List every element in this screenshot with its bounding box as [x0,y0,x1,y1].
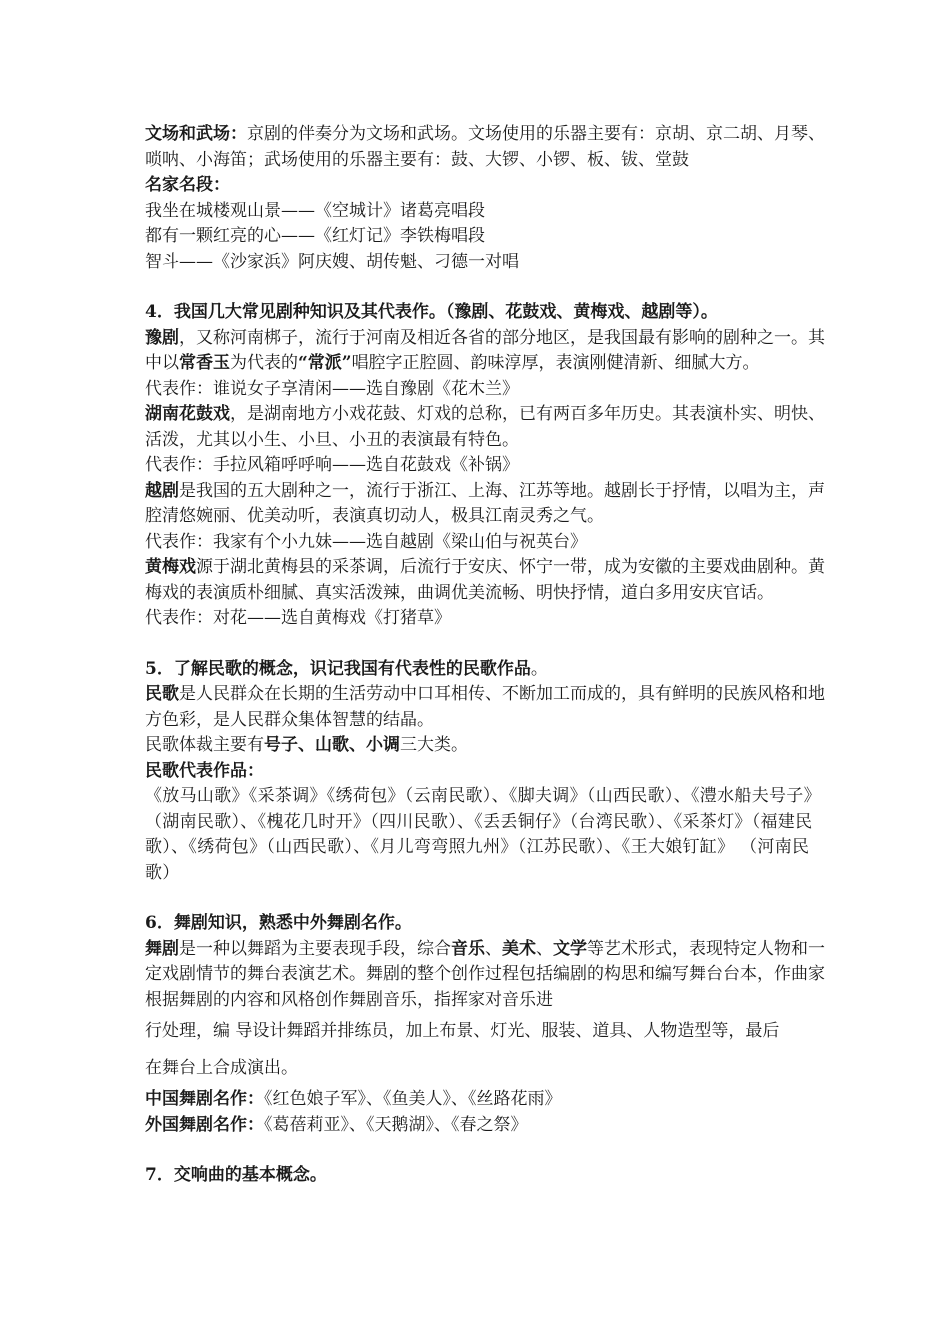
yuju-term: 豫剧 [145,327,179,348]
folksong-genres-text: 三大类。 [400,735,468,755]
art-form-fine-arts: 美术 [502,938,536,959]
folksong-works-list: 《放马山歌》《采茶调》《绣荷包》（云南民歌）、《脚夫调》（山西民歌）、《澧水船夫号子》（湖南民歌）、《槐花几时开》（四川民歌）、《丢丢铜仔》（台湾民歌）、《采茶灯》（福建民歌）、《绣荷包》（山西民歌）、《月儿弯弯照九州》（江苏民歌）、《王大娘钉缸》 （河南民歌） [145,786,821,883]
huagu-representative: 代表作：手拉风箱呼呼响——选自花鼓戏《补锅》 [145,455,519,475]
famous-piece: 我坐在城楼观山景——《空城计》诸葛亮唱段 [145,200,485,221]
separator: 、 [536,938,553,959]
section-6-heading: 6．舞剧知识，熟悉中外舞剧名作。 [145,913,412,933]
yuju-text: 唱腔字正腔圆、韵味淳厚，表演刚健清新、细腻大方。 [351,353,760,373]
accompaniment-text: 京剧的伴奏分为文场和武场。文场使用的乐器主要有：京胡、京二胡、月琴、唢呐、小海笛；武场使用的乐器主要有：鼓、大锣、小锣、板、钹、堂鼓 [145,124,825,170]
yuju-representative: 代表作：谁说女子享清闲——选自豫剧《花木兰》 [145,378,519,399]
art-form-literature: 文学 [553,938,587,959]
yuju-text: ，又称河南梆子，流行于河南及相近各省的部分地区，是我国最有影响的剧种之一。其中以 [145,327,825,373]
famous-piece: 智斗——《沙家浜》阿庆嫂、胡传魁、刁德一对唱 [145,251,519,272]
chinese-dance-dramas-list: 《红色娘子军》、《鱼美人》、《丝路花雨》 [264,1089,562,1109]
folksong-genres-list: 号子、山歌、小调 [264,735,400,755]
folksong-text: 是人民群众在长期的生活劳动中口耳相传、不断加工而成的，具有鲜明的民族风格和地方色彩，是人民群众集体智慧的结晶。 [145,684,825,730]
huagu-term: 湖南花鼓戏 [145,404,230,424]
yueju-text: 是我国的五大剧种之一，流行于浙江、上海、江苏等地。越剧长于抒情，以唱为主，声腔清悠婉丽、优美动听，表演真切动人，极具江南灵秀之气。 [145,480,825,526]
folksong-paragraph [145,682,825,733]
section-5-heading-line [145,657,825,683]
huagu-paragraph [145,402,825,453]
art-form-music: 音乐 [451,938,485,959]
dance-drama-term: 舞剧 [145,938,179,959]
dance-drama-continued: 行处理，编 导设计舞蹈并排练员，加上布景、灯光、服装、道具、人物造型等，最后 [145,1021,780,1041]
foreign-dance-dramas-list: 《葛蓓莉亚》、《天鹅湖》、《春之祭》 [264,1114,528,1135]
dance-drama-paragraph [145,937,825,1014]
accompaniment-term: 文场和武场： [145,124,247,144]
folksong-works-heading: 民歌代表作品： [145,760,264,781]
famous-pieces-heading: 名家名段： [145,175,230,195]
foreign-dance-dramas [145,1113,825,1139]
folksong-genres-text: 民歌体裁主要有 [145,735,264,755]
yueju-representative: 代表作：我家有个小九妹——选自越剧《梁山伯与祝英台》 [145,531,587,552]
yuju-artist: 常香玉 [179,353,230,373]
section-5-heading-end: 。 [530,658,548,679]
huangmei-representative: 代表作：对花——选自黄梅戏《打猪草》 [145,608,451,628]
chinese-dance-dramas-label: 中国舞剧名作： [145,1089,264,1109]
dance-drama-text: 是一种以舞蹈为主要表现手段，综合 [179,938,451,959]
yuju-paragraph [145,326,825,377]
section-4-heading: 4．我国几大常见剧种知识及其代表作。（豫剧、花鼓戏、黄梅戏、越剧等）。 [145,302,718,322]
dance-drama-text: 等艺术形式，表现特定人物和一定戏剧情节的舞台表演艺术。舞剧的整个创作过程包括编剧的构思和编写舞台台本，作曲家根据舞剧的内容和风格创作舞剧音乐，指挥家对音乐进 [145,938,825,1010]
huangmei-text: 源于湖北黄梅县的采茶调，后流行于安庆、怀宁一带，成为安徽的主要戏曲剧种。黄梅戏的表演质朴细腻、真实活泼辣，曲调优美流畅、明快抒情，道白多用安庆官话。 [145,557,825,603]
section-7-heading: 7．交响曲的基本概念。 [145,1165,327,1185]
huagu-text: ，是湖南地方小戏花鼓、灯戏的总称，已有两百多年历史。其表演朴实、明快、活泼，尤其以小生、小旦、小丑的表演最有特色。 [145,404,825,450]
yueju-term: 越剧 [145,480,179,501]
foreign-dance-dramas-label: 外国舞剧名作： [145,1114,264,1135]
folksong-genres [145,733,825,759]
document-page [145,122,825,1189]
folksong-term: 民歌 [145,684,179,704]
yueju-paragraph [145,479,825,530]
section-5-heading: 5．了解民歌的概念，识记我国有代表性的民歌作品 [145,658,531,679]
dance-drama-continued: 在舞台上合成演出。 [145,1058,298,1078]
chinese-dance-dramas [145,1087,825,1113]
separator: 、 [485,938,502,959]
famous-piece: 都有一颗红亮的心——《红灯记》李铁梅唱段 [145,226,485,246]
yuju-school: “常派” [298,353,352,373]
accompaniment-paragraph [145,122,825,173]
yuju-text: 为代表的 [230,353,298,373]
huangmei-term: 黄梅戏 [145,557,196,577]
huangmei-paragraph [145,555,825,606]
